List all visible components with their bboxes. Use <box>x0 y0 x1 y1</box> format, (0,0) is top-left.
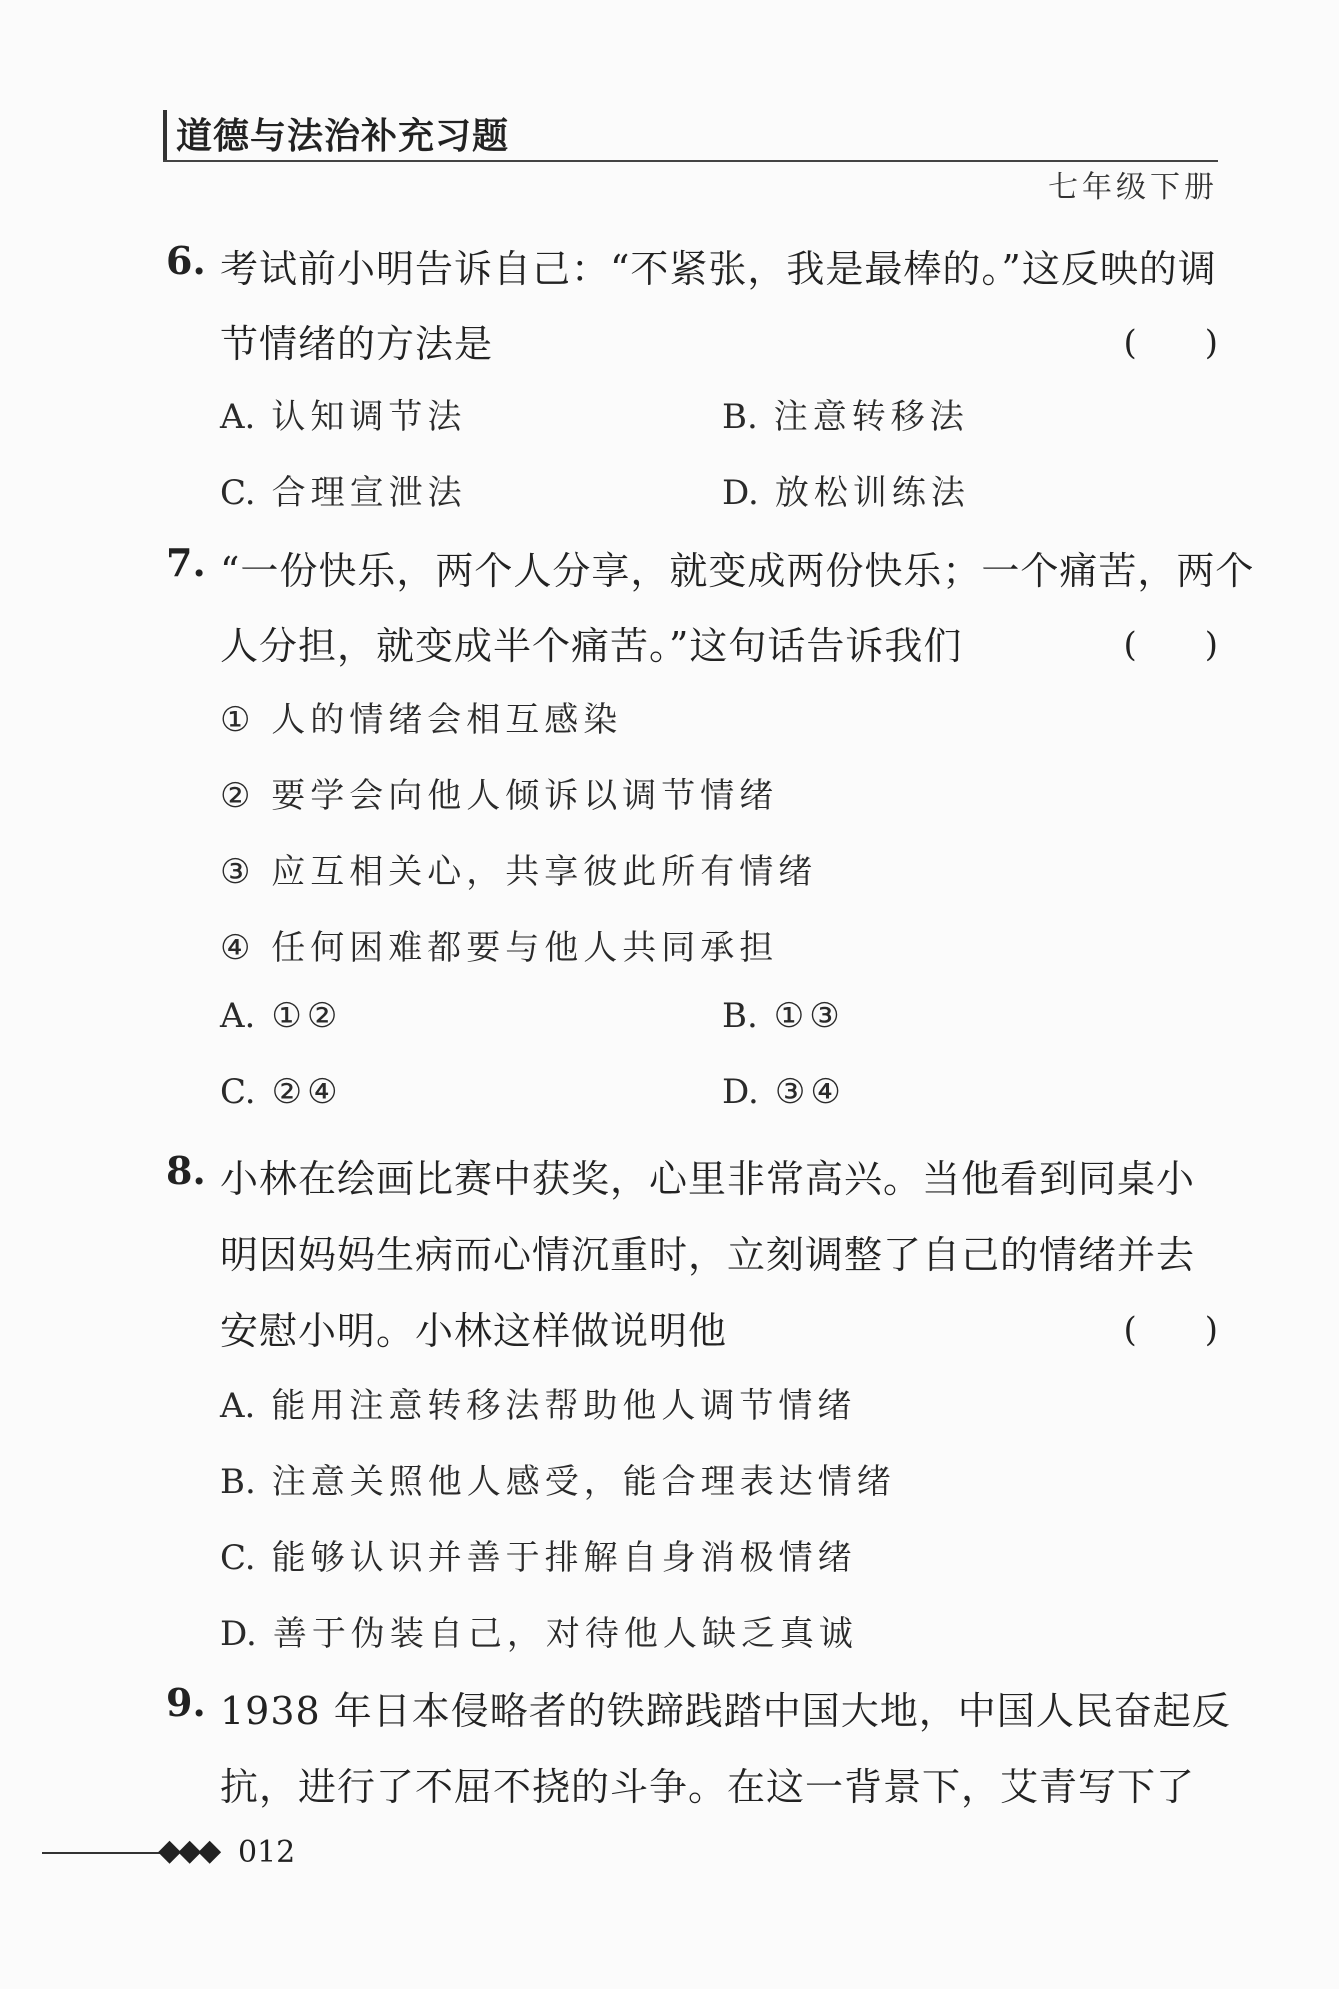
statement-1: ① 人的情绪会相互感染 <box>220 700 623 740</box>
page-number: 012 <box>238 1835 296 1870</box>
option-text: ③④ <box>774 1072 846 1112</box>
option-text: 注意关照他人感受，能合理表达情绪 <box>271 1462 896 1502</box>
option-b <box>722 996 845 1036</box>
answer-blank: ( ) <box>1123 625 1218 665</box>
option-c <box>220 1530 857 1579</box>
option-c <box>220 465 467 514</box>
option-text: 认知调节法 <box>271 397 467 437</box>
question-text-line: “一份快乐，两个人分享，就变成两份快乐；一个痛苦，两个 <box>220 549 1255 593</box>
option-a <box>220 389 466 438</box>
question-text-line: 人分担，就变成半个痛苦。”这句话告诉我们 <box>220 624 963 668</box>
option-a <box>220 1378 856 1427</box>
question-number: 6. <box>166 238 206 283</box>
option-text: 放松训练法 <box>774 473 970 513</box>
book-title: 道德与法治补充习题 <box>176 115 510 157</box>
option-letter: D. <box>722 473 759 513</box>
statement-4: ④ 任何困难都要与他人共同承担 <box>220 928 779 968</box>
option-d <box>722 1072 846 1112</box>
question-number: 7. <box>166 540 206 585</box>
option-letter: B. <box>722 996 758 1036</box>
option-b <box>220 1454 896 1503</box>
question-text-line: 抗，进行了不屈不挠的斗争。在这一背景下，艾青写下了 <box>220 1765 1196 1809</box>
option-text: 注意转移法 <box>773 397 969 437</box>
option-letter: D. <box>220 1614 257 1654</box>
option-letter: C. <box>220 473 256 513</box>
option-a <box>220 996 342 1036</box>
answer-blank: ( ) <box>1123 1310 1218 1350</box>
question-text-line: 节情绪的方法是 <box>220 322 494 366</box>
option-c <box>220 1072 343 1112</box>
option-text: 能用注意转移法帮助他人调节情绪 <box>271 1386 857 1426</box>
option-letter: A. <box>220 996 256 1036</box>
option-letter: B. <box>722 397 758 437</box>
question-text-line: 1938 年日本侵略者的铁蹄践踏中国大地，中国人民奋起反 <box>220 1689 1231 1733</box>
question-text-line: 考试前小明告诉自己：“不紧张，我是最棒的。”这反映的调 <box>220 247 1217 291</box>
option-letter: C. <box>220 1072 256 1112</box>
answer-blank: ( ) <box>1123 323 1218 363</box>
grade-label: 七年级下册 <box>1048 170 1218 205</box>
option-letter: A. <box>220 397 256 437</box>
option-text: 能够认识并善于排解自身消极情绪 <box>271 1538 857 1578</box>
option-letter: C. <box>220 1538 256 1578</box>
header-bar <box>163 110 167 160</box>
option-d <box>220 1606 858 1655</box>
option-d <box>722 465 970 514</box>
option-text: ②④ <box>271 1072 343 1112</box>
option-text: 善于伪装自己，对待他人缺乏真诚 <box>272 1614 858 1654</box>
option-letter: A. <box>220 1386 256 1426</box>
option-text: 合理宣泄法 <box>271 473 467 513</box>
statement-2: ② 要学会向他人倾诉以调节情绪 <box>220 776 779 816</box>
option-b <box>722 389 969 438</box>
option-letter: D. <box>722 1072 759 1112</box>
option-text: ①② <box>271 996 343 1036</box>
question-text-line: 安慰小明。小林这样做说明他 <box>220 1309 728 1353</box>
question-number: 8. <box>166 1148 206 1193</box>
statement-3: ③ 应互相关心，共享彼此所有情绪 <box>220 852 818 892</box>
footer-rule <box>42 1852 160 1854</box>
diamond-ornament-icon: ◆◆◆ <box>158 1833 219 1868</box>
option-text: ①③ <box>773 996 845 1036</box>
question-number: 9. <box>166 1680 206 1725</box>
question-text-line: 明因妈妈生病而心情沉重时，立刻调整了自己的情绪并去 <box>220 1233 1196 1277</box>
question-text-line: 小林在绘画比赛中获奖，心里非常高兴。当他看到同桌小 <box>220 1157 1196 1201</box>
option-letter: B. <box>220 1462 256 1502</box>
